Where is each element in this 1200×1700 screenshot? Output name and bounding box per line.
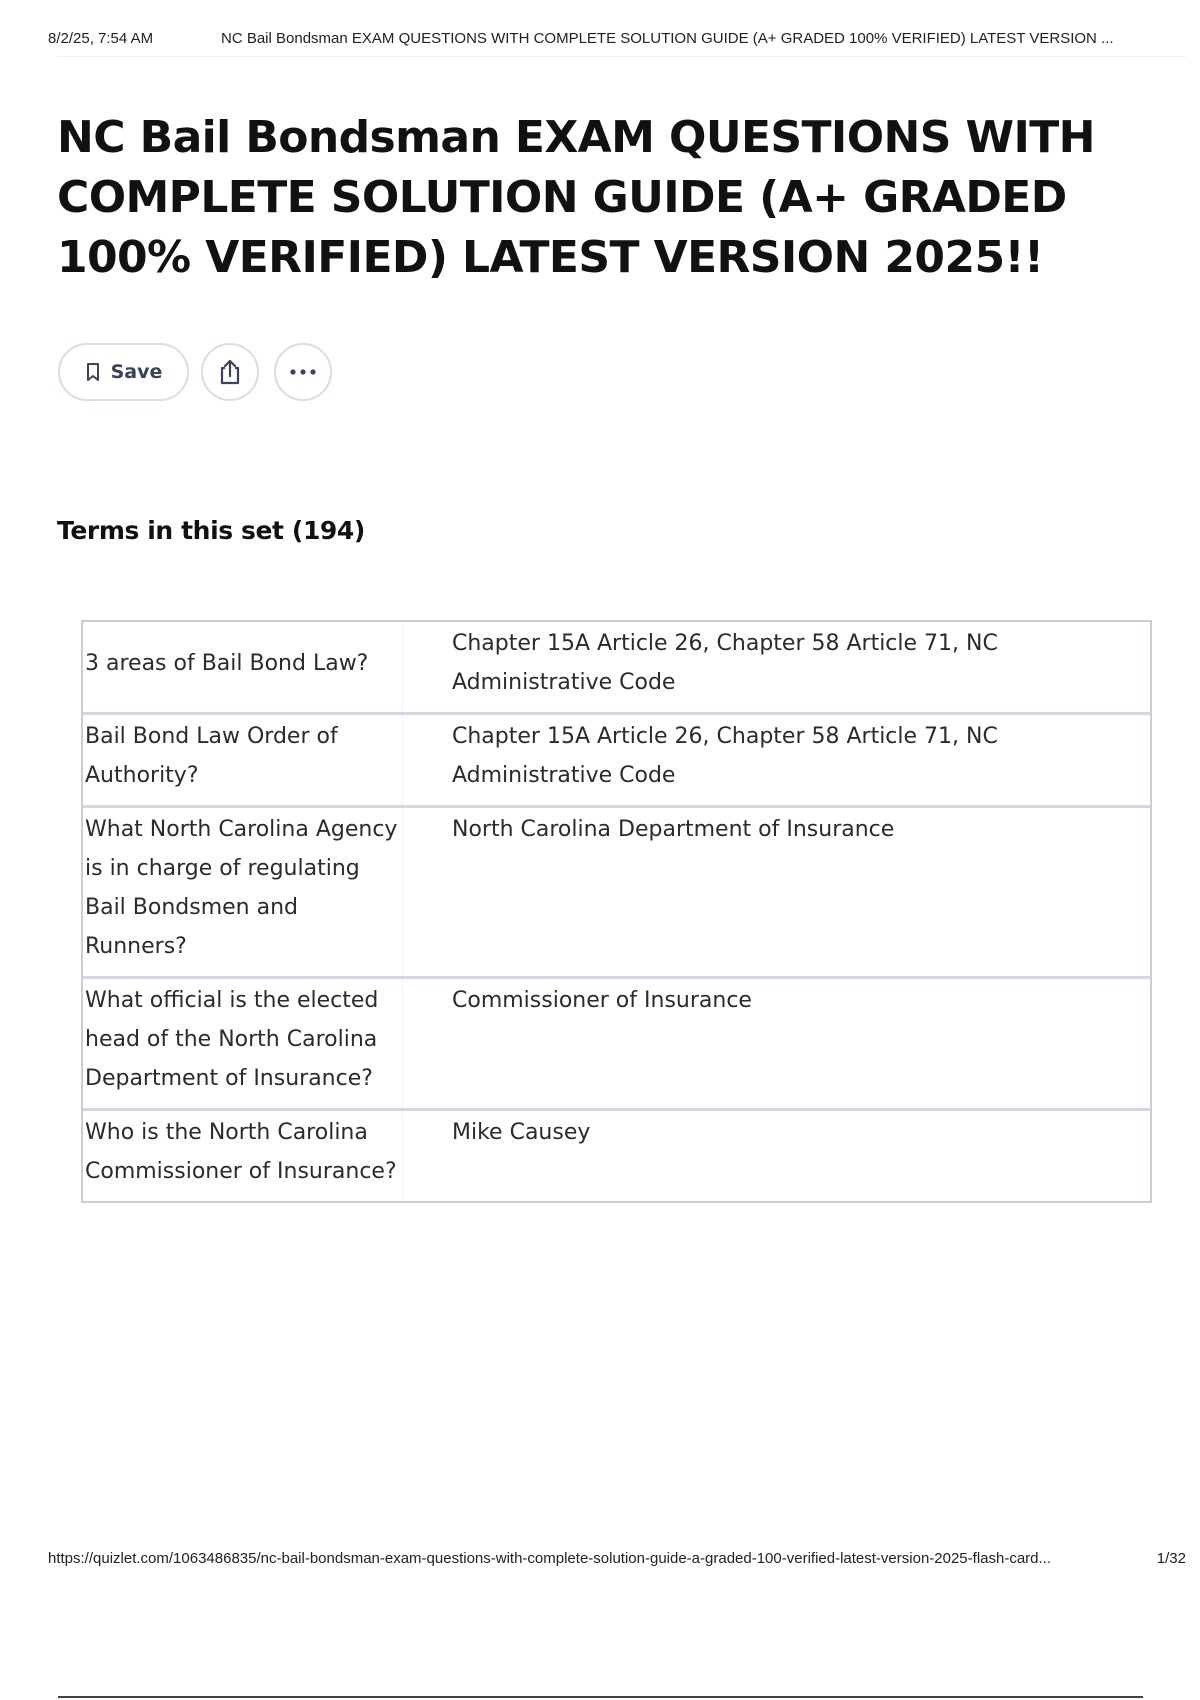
definition-text: Mike Causey	[452, 1120, 591, 1145]
bookmark-icon	[85, 362, 101, 382]
definition-text: North Carolina Department of Insurance	[452, 817, 895, 842]
definition-text: Commissioner of Insurance	[452, 988, 752, 1013]
save-button[interactable]	[58, 343, 189, 401]
header-divider	[58, 56, 1186, 57]
term-text: What North Carolina Agency is in charge of regulating Bail Bondsmen and Runners?	[83, 808, 403, 976]
page-indicator: 1/32	[1156, 1550, 1186, 1567]
share-button[interactable]	[201, 343, 259, 401]
term-row[interactable]	[83, 1108, 1150, 1201]
term-text: Bail Bond Law Order of Authority?	[83, 715, 403, 805]
more-horizontal-icon	[289, 368, 317, 376]
terms-table	[81, 620, 1152, 1203]
term-row[interactable]	[83, 712, 1150, 805]
print-datetime: 8/2/25, 7:54 AM	[48, 30, 154, 47]
terms-heading: Terms in this set (194)	[57, 516, 365, 545]
print-footer-url: https://quizlet.com/1063486835/nc-bail-bondsman-exam-questions-with-complete-solution-guide-a-graded-100-verified-latest-version-2025-flash-card...	[48, 1550, 1052, 1567]
print-header-title: NC Bail Bondsman EXAM QUESTIONS WITH COMPLETE SOLUTION GUIDE (A+ GRADED 100% VERIFIED) LATEST VERSION ...	[221, 30, 1114, 47]
term-row[interactable]	[83, 622, 1150, 712]
share-icon	[217, 358, 243, 386]
page-bottom-divider	[58, 1696, 1143, 1698]
print-header	[48, 30, 1186, 50]
term-text: Who is the North Carolina Commissioner of Insurance?	[83, 1111, 403, 1201]
definition-text: Chapter 15A Article 26, Chapter 58 Article 71, NC Administrative Code	[452, 631, 998, 695]
definition-text: Chapter 15A Article 26, Chapter 58 Article 71, NC Administrative Code	[452, 724, 998, 788]
term-row[interactable]	[83, 805, 1150, 976]
term-text: 3 areas of Bail Bond Law?	[83, 622, 403, 712]
term-row[interactable]	[83, 976, 1150, 1108]
more-options-button[interactable]	[274, 343, 332, 401]
page-title: NC Bail Bondsman EXAM QUESTIONS WITH COMPLETE SOLUTION GUIDE (A+ GRADED 100% VERIFIED) LATEST VERSION 2025!!	[57, 112, 1095, 283]
print-footer	[48, 1550, 1186, 1570]
save-label: Save	[110, 361, 163, 383]
term-text: What official is the elected head of the North Carolina Department of Insurance?	[83, 979, 403, 1108]
